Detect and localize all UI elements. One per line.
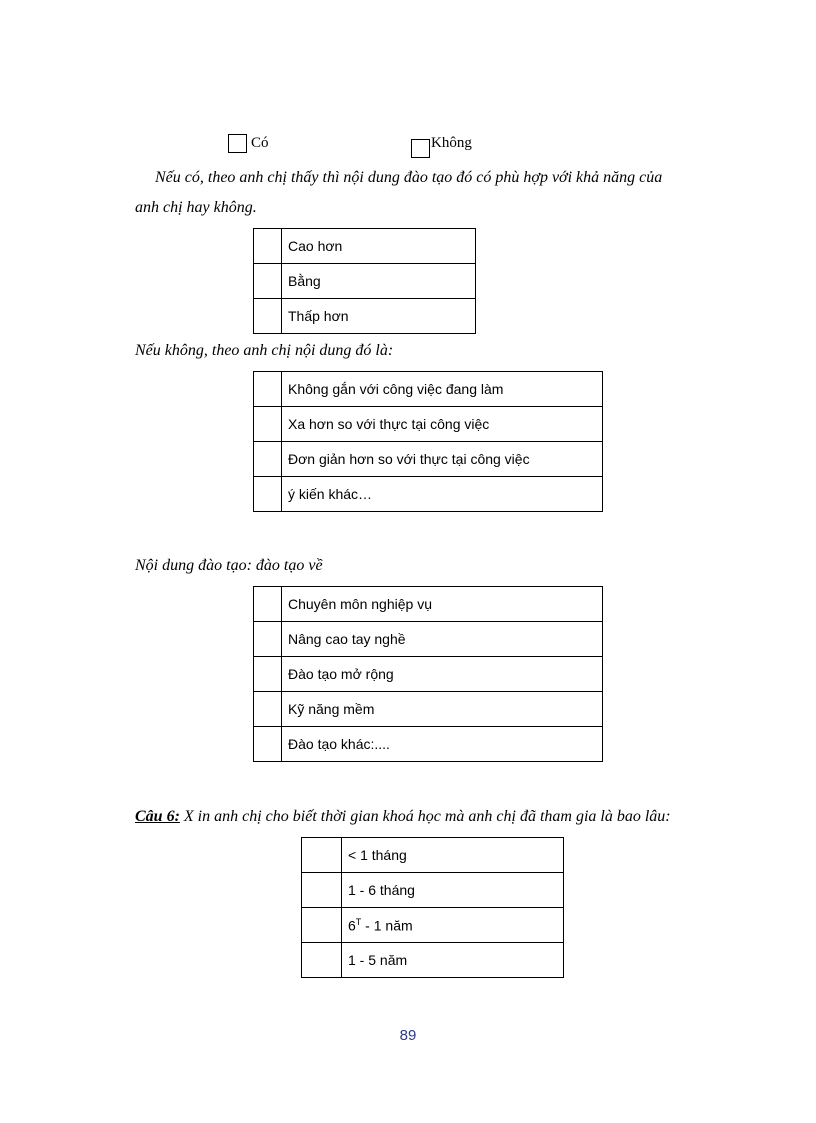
- option-label: Bằng: [282, 264, 476, 299]
- option-label: < 1 tháng: [342, 838, 564, 873]
- option-label-sup: T: [355, 916, 362, 927]
- option-label: ý kiến khác…: [282, 477, 603, 512]
- question-6-text: X in anh chị cho biết thời gian khoá học mà anh chị đã tham gia là bao lâu:: [179, 808, 671, 825]
- option-label: Không gắn với công việc đang làm: [282, 372, 603, 407]
- table-row: [302, 943, 564, 978]
- not-question: Nếu không, theo anh chị nội dung đó là:: [135, 342, 394, 359]
- option-label-prefix: 6: [348, 917, 356, 934]
- option-checkbox[interactable]: [254, 622, 282, 657]
- option-checkbox[interactable]: [302, 908, 342, 943]
- question-6-label: Câu 6:: [135, 808, 180, 825]
- fit-question-line2: anh chị hay không.: [135, 199, 257, 216]
- not-options-table: [253, 371, 603, 512]
- yes-label: Có: [251, 135, 269, 151]
- option-label-suffix: - 1 năm: [361, 917, 413, 934]
- option-label: Đào tạo khác:....: [282, 727, 603, 762]
- yes-checkbox[interactable]: [228, 134, 247, 153]
- option-checkbox[interactable]: [254, 727, 282, 762]
- option-checkbox[interactable]: [254, 442, 282, 477]
- option-label: Đào tạo mở rộng: [282, 657, 603, 692]
- table-row: [254, 657, 603, 692]
- option-label: Nâng cao tay nghề: [282, 622, 603, 657]
- table-row: [302, 873, 564, 908]
- table-row: [254, 299, 476, 334]
- table-row: [254, 442, 603, 477]
- table-row: [254, 587, 603, 622]
- option-label: Kỹ năng mềm: [282, 692, 603, 727]
- option-checkbox[interactable]: [254, 229, 282, 264]
- option-label: Đơn giản hơn so với thực tại công việc: [282, 442, 603, 477]
- table-row: [254, 407, 603, 442]
- option-label: Chuyên môn nghiệp vụ: [282, 587, 603, 622]
- table-row: [254, 372, 603, 407]
- table-row: [254, 229, 476, 264]
- no-checkbox[interactable]: [411, 139, 430, 158]
- option-label: Thấp hơn: [282, 299, 476, 334]
- option-label: 1 - 5 năm: [342, 943, 564, 978]
- table-row: [254, 727, 603, 762]
- option-checkbox[interactable]: [302, 943, 342, 978]
- option-label: Cao hơn: [282, 229, 476, 264]
- question-6: [135, 808, 671, 826]
- table-row: [254, 264, 476, 299]
- table-row: [254, 477, 603, 512]
- option-label: Xa hơn so với thực tại công việc: [282, 407, 603, 442]
- content-question: Nội dung đào tạo: đào tạo về: [135, 557, 323, 574]
- fit-question-line1: Nếu có, theo anh chị thấy thì nội dung đào tạo đó có phù hợp với khả năng của: [155, 169, 663, 186]
- table-row: [302, 908, 564, 943]
- content-options-table: [253, 586, 603, 762]
- no-label: Không: [431, 135, 472, 151]
- table-row: [302, 838, 564, 873]
- table-row: [254, 622, 603, 657]
- option-checkbox[interactable]: [254, 657, 282, 692]
- duration-options-table: [301, 837, 564, 978]
- table-row: [254, 692, 603, 727]
- fit-options-table: [253, 228, 476, 334]
- option-checkbox[interactable]: [254, 407, 282, 442]
- option-checkbox[interactable]: [254, 372, 282, 407]
- option-checkbox[interactable]: [254, 299, 282, 334]
- option-checkbox[interactable]: [254, 587, 282, 622]
- option-checkbox[interactable]: [302, 838, 342, 873]
- option-checkbox[interactable]: [302, 873, 342, 908]
- page-number: 89: [399, 1027, 417, 1044]
- option-checkbox[interactable]: [254, 264, 282, 299]
- option-label: [342, 908, 564, 943]
- option-label: 1 - 6 tháng: [342, 873, 564, 908]
- option-checkbox[interactable]: [254, 477, 282, 512]
- option-checkbox[interactable]: [254, 692, 282, 727]
